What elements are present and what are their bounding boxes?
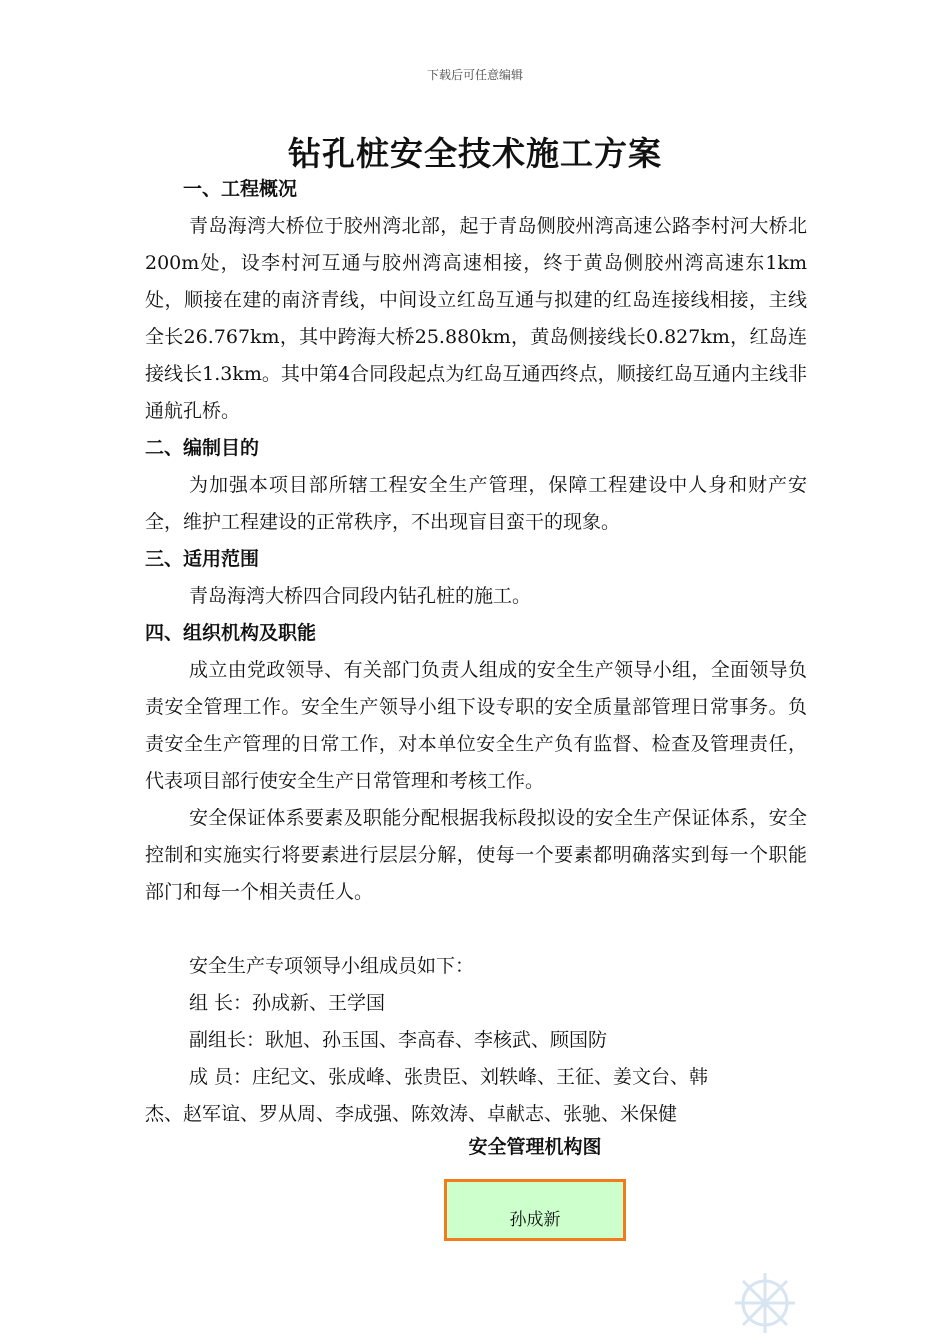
paragraph-organization-2: 安全保证体系要素及职能分配根据我标段拟设的安全生产保证体系，安全控制和实施实行将要素进行层层分解，使每一个要素都明确落实到每一个职能部门和每一个相关责任人。 [145,807,807,903]
org-chart-node-top [444,1179,626,1241]
members-list-line-1: 成 员：庄纪文、张成峰、张贵臣、刘轶峰、王征、姜文台、韩 [189,1066,709,1088]
section-heading-overview: 一、工程概况 [183,178,298,200]
snowflake-logo-icon [730,1268,800,1338]
members-deputy: 副组长：耿旭、孙玉国、李高春、李核武、顾国防 [189,1029,608,1051]
document-body [145,171,807,1133]
paragraph-organization-1: 成立由党政领导、有关部门负责人组成的安全生产领导小组，全面领导负责安全管理工作。安全生产领导小组下设专职的安全质量部管理日常事务。负责安全生产管理的日常工作，对本单位安全生产负有监督、检查及管理责任，代表项目部行使安全生产日常管理和考核工作。 [145,659,807,792]
members-leader: 组 长：孙成新、王学国 [189,992,386,1014]
blank-line [145,911,807,948]
org-chart-title: 安全管理机构图 [468,1136,602,1158]
section-heading-scope: 三、适用范围 [145,548,260,570]
members-intro: 安全生产专项领导小组成员如下： [189,955,475,977]
paragraph-overview: 青岛海湾大桥位于胶州湾北部，起于青岛侧胶州湾高速公路李村河大桥北200m处，设李村河互通与胶州湾高速相接，终于黄岛侧胶州湾高速东1km处，顺接在建的南济青线，中间设立红岛互通与拟建的红岛连接线相接，主线全长26.767km，其中跨海大桥25.880km，黄岛侧接线长0.827km，红岛连接线长1.3km。其中第4合同段起点为红岛互通西终点，顺接红岛互通内主线非通航孔桥。 [145,215,807,422]
members-list-line-2: 杰、赵军谊、罗从周、李成强、陈效涛、卓献志、张驰、米保健 [145,1103,678,1125]
section-heading-purpose: 二、编制目的 [145,437,260,459]
org-chart-node-label: 孙成新 [509,1210,561,1230]
paragraph-scope: 青岛海湾大桥四合同段内钻孔桩的施工。 [189,585,532,607]
paragraph-purpose: 为加强本项目部所辖工程安全生产管理，保障工程建设中人身和财产安全，维护工程建设的正常秩序，不出现盲目蛮干的现象。 [145,474,807,533]
document-title: 钻孔桩安全技术施工方案 [288,134,662,173]
section-heading-organization: 四、组织机构及职能 [145,622,317,644]
download-note: 下载后可任意编辑 [426,68,523,82]
